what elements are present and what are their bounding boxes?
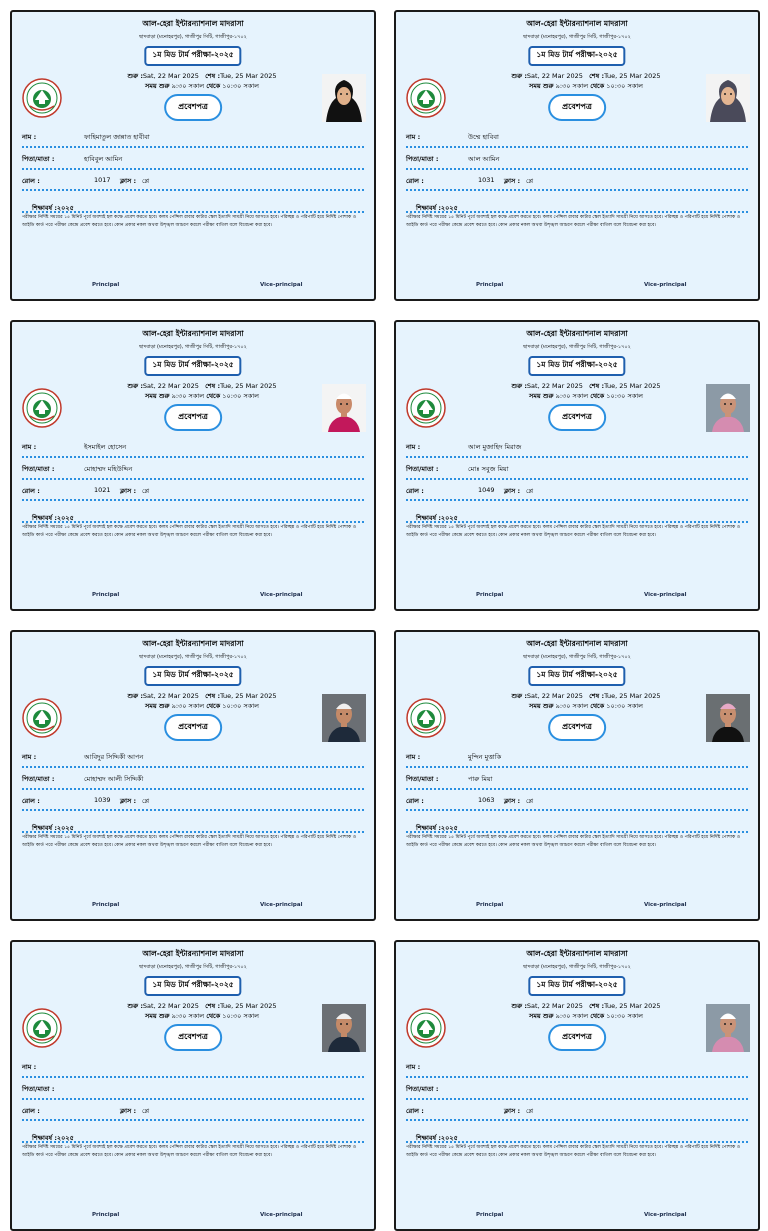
exam-dates [496, 71, 676, 91]
year-label: শিক্ষাবর্ষ : [416, 1134, 441, 1142]
start-label: শুরু : [127, 382, 143, 390]
time-label: সময় শুরু [144, 702, 170, 710]
roll-number: 1039 [94, 796, 111, 804]
guardian-name: মোহাম্মদ আলী সিদ্দিকী [84, 775, 144, 783]
admit-card [10, 940, 376, 1231]
name-label: নাম : [406, 753, 421, 761]
admit-card [394, 320, 760, 611]
start-date: Sat, 22 Mar 2025 [142, 692, 199, 700]
admit-card-badge: প্রবেশপত্র [164, 94, 222, 121]
exam-title: ১ম মিড টার্ম পরীক্ষা-২০২৫ [144, 356, 241, 376]
student-name: আল মুজাহিদ মিরাজ [468, 443, 522, 451]
roll-label: রোল : [406, 1107, 424, 1115]
institution-address: ছাদবাড়া (মনোহরপুর), গাজীপুর সিটি, গাজীপুর-১৭০২ [139, 34, 247, 40]
year-label: শিক্ষাবর্ষ : [32, 1134, 57, 1142]
year-value: ২০২৫ [440, 514, 458, 522]
divider [22, 211, 364, 213]
roll-label: রোল : [22, 797, 40, 805]
class-label: ক্লাস : [120, 177, 137, 185]
exam-dates [112, 1001, 292, 1021]
vice-principal-signature: Vice-principal [644, 592, 687, 598]
roll-number: 1017 [94, 176, 111, 184]
vice-principal-signature: Vice-principal [260, 902, 303, 908]
admit-card-badge: প্রবেশপত্র [548, 714, 606, 741]
year-value: ২০২৫ [440, 204, 458, 212]
student-photo-boy-pink-cap [706, 694, 750, 742]
divider [22, 521, 364, 523]
divider [22, 1098, 364, 1100]
end-date: Tue, 25 Mar 2025 [604, 1002, 661, 1010]
madrasa-logo-icon [406, 78, 446, 118]
class-label: ক্লাস : [504, 177, 521, 185]
student-name: ইসমাইল হোসেন [84, 443, 127, 451]
divider [406, 189, 748, 191]
vice-principal-signature: Vice-principal [644, 282, 687, 288]
divider [22, 1141, 364, 1143]
roll-label: রোল : [406, 797, 424, 805]
institution-name: আল-হেরা ইন্টারন্যাশনাল মাদরাসা [142, 329, 244, 338]
divider [22, 1119, 364, 1121]
start-date: Sat, 22 Mar 2025 [526, 1002, 583, 1010]
time-mid: থেকে [206, 392, 221, 400]
time-start: ৯:৩০ সকাল [555, 1012, 589, 1020]
year-label: শিক্ষাবর্ষ : [32, 514, 57, 522]
time-start: ৯:৩০ সকাল [171, 1012, 205, 1020]
divider [406, 1119, 748, 1121]
guardian-label: পিতা/মাতা : [22, 155, 55, 163]
institution-name: আল-হেরা ইন্টারন্যাশনাল মাদরাসা [526, 639, 628, 648]
vice-principal-signature: Vice-principal [260, 1212, 303, 1218]
end-label: শেষ : [205, 382, 221, 390]
guardian-name: আল আমিন [468, 155, 500, 163]
madrasa-logo-icon [22, 388, 62, 428]
end-label: শেষ : [589, 382, 605, 390]
madrasa-logo-icon [22, 698, 62, 738]
time-start: ৯:৩০ সকাল [555, 392, 589, 400]
principal-signature: Principal [92, 592, 120, 598]
time-start: ৯:৩০ সকাল [555, 702, 589, 710]
exam-title: ১ম মিড টার্ম পরীক্ষা-২০২৫ [144, 976, 241, 996]
student-name: ফাহিমাতুল জান্নাত হাবীবা [84, 133, 150, 141]
exam-dates [496, 381, 676, 401]
divider [406, 521, 748, 523]
student-name: আবিদুর সিদ্দিকী আপন [84, 753, 144, 761]
time-end: ১০:৩০ সকাল [222, 1012, 260, 1020]
start-label: শুরু : [127, 72, 143, 80]
end-label: শেষ : [205, 72, 221, 80]
year-label: শিক্ষাবর্ষ : [416, 514, 441, 522]
time-end: ১০:৩০ সকাল [606, 82, 644, 90]
name-label: নাম : [406, 1063, 421, 1071]
start-label: শুরু : [127, 692, 143, 700]
divider [22, 766, 364, 768]
divider [22, 146, 364, 148]
class-value: প্লে [526, 1107, 534, 1115]
roll-number: 1031 [478, 176, 495, 184]
end-label: শেষ : [589, 692, 605, 700]
start-label: শুরু : [127, 1002, 143, 1010]
year-value: ২০২৫ [440, 824, 458, 832]
institution-address: ছাদবাড়া (মনোহরপুর), গাজীপুর সিটি, গাজীপুর-১৭০২ [523, 34, 631, 40]
institution-address: ছাদবাড়া (মনোহরপুর), গাজীপুর সিটি, গাজীপুর-১৭০২ [523, 654, 631, 660]
divider [406, 766, 748, 768]
end-date: Tue, 25 Mar 2025 [220, 1002, 277, 1010]
name-label: নাম : [22, 133, 37, 141]
time-start: ৯:৩০ সকাল [555, 82, 589, 90]
roll-label: রোল : [22, 1107, 40, 1115]
year-value: ২০২৫ [440, 1134, 458, 1142]
vice-principal-signature: Vice-principal [260, 592, 303, 598]
divider [406, 211, 748, 213]
admit-card [10, 630, 376, 921]
divider [22, 456, 364, 458]
start-label: শুরু : [511, 382, 527, 390]
class-label: ক্লাস : [504, 1107, 521, 1115]
time-end: ১০:৩০ সকাল [222, 82, 260, 90]
exam-dates [112, 381, 292, 401]
exam-dates [496, 691, 676, 711]
start-date: Sat, 22 Mar 2025 [142, 72, 199, 80]
institution-name: আল-হেরা ইন্টারন্যাশনাল মাদরাসা [142, 19, 244, 28]
student-photo-girl-hijab-black [322, 74, 366, 122]
roll-label: রোল : [22, 177, 40, 185]
start-label: শুরু : [511, 72, 527, 80]
institution-address: ছাদবাড়া (মনোহরপুর), গাজীপুর সিটি, গাজীপুর-১৭০২ [139, 344, 247, 350]
class-value: প্লে [526, 177, 534, 185]
end-date: Tue, 25 Mar 2025 [220, 692, 277, 700]
year-value: ২০২৫ [56, 204, 74, 212]
exam-notice: পরীক্ষার নির্দিষ্ট সময়ের ১৫ মিনিট পূর্বে অবশ্যই হল কক্ষে প্রবেশ করতে হবে। কলম পেন্সিল রাবার কাটার স্কেল ইত্যাদি সামগ্রী নিয়ে আসতে হবে। পরিচ্ছন্ন ও পরিপাটি হয়ে নির্দিষ্ট পোশাক ও আইডি কার্ড পরে পরীক্ষা কেন্দ্রে প্রবেশ করতে হবে। কোন প্রকার নকল অথবা উশৃঙ্খল আচরণ করলে পরীক্ষা বাতিল বলে বিবেচনা করা হবে। [22, 1145, 357, 1158]
guardian-name: মোঃ সবুজ মিয়া [468, 465, 509, 473]
divider [22, 788, 364, 790]
institution-name: আল-হেরা ইন্টারন্যাশনাল মাদরাসা [526, 329, 628, 338]
roll-label: রোল : [22, 487, 40, 495]
principal-signature: Principal [92, 282, 120, 288]
exam-dates [112, 691, 292, 711]
divider [406, 456, 748, 458]
end-date: Tue, 25 Mar 2025 [604, 72, 661, 80]
institution-name: আল-হেরা ইন্টারন্যাশনাল মাদরাসা [142, 639, 244, 648]
student-photo-boy-cap-dark [322, 694, 366, 742]
guardian-name: পারু মিয়া [468, 775, 493, 783]
time-mid: থেকে [590, 1012, 605, 1020]
start-label: শুরু : [511, 692, 527, 700]
end-date: Tue, 25 Mar 2025 [604, 382, 661, 390]
madrasa-logo-icon [406, 1008, 446, 1048]
end-date: Tue, 25 Mar 2025 [220, 72, 277, 80]
student-name: মুন্দিন মুত্তাকি [468, 753, 502, 761]
class-label: ক্লাস : [120, 487, 137, 495]
admit-card [394, 940, 760, 1231]
exam-notice: পরীক্ষার নির্দিষ্ট সময়ের ১৫ মিনিট পূর্বে অবশ্যই হল কক্ষে প্রবেশ করতে হবে। কলম পেন্সিল রাবার কাটার স্কেল ইত্যাদি সামগ্রী নিয়ে আসতে হবে। পরিচ্ছন্ন ও পরিপাটি হয়ে নির্দিষ্ট পোশাক ও আইডি কার্ড পরে পরীক্ষা কেন্দ্রে প্রবেশ করতে হবে। কোন প্রকার নকল অথবা উশৃঙ্খল আচরণ করলে পরীক্ষা বাতিল বলে বিবেচনা করা হবে। [406, 835, 741, 848]
exam-title: ১ম মিড টার্ম পরীক্ষা-২০২৫ [528, 46, 625, 66]
name-label: নাম : [22, 1063, 37, 1071]
guardian-name: হাবিবুল আমিন [84, 155, 123, 163]
year-value: ২০২৫ [56, 514, 74, 522]
divider [406, 499, 748, 501]
student-photo-boy-cap-pink [706, 1004, 750, 1052]
admit-card [394, 10, 760, 301]
institution-address: ছাদবাড়া (মনোহরপুর), গাজীপুর সিটি, গাজীপুর-১৭০২ [523, 344, 631, 350]
time-end: ১০:৩০ সকাল [222, 702, 260, 710]
year-label: শিক্ষাবর্ষ : [32, 824, 57, 832]
guardian-label: পিতা/মাতা : [22, 1085, 55, 1093]
name-label: নাম : [406, 443, 421, 451]
end-date: Tue, 25 Mar 2025 [604, 692, 661, 700]
divider [406, 146, 748, 148]
start-label: শুরু : [511, 1002, 527, 1010]
exam-title: ১ম মিড টার্ম পরীক্ষা-২০২৫ [528, 356, 625, 376]
class-value: প্লে [142, 177, 150, 185]
time-label: সময় শুরু [528, 1012, 554, 1020]
class-value: প্লে [142, 487, 150, 495]
exam-notice: পরীক্ষার নির্দিষ্ট সময়ের ১৫ মিনিট পূর্বে অবশ্যই হল কক্ষে প্রবেশ করতে হবে। কলম পেন্সিল রাবার কাটার স্কেল ইত্যাদি সামগ্রী নিয়ে আসতে হবে। পরিচ্ছন্ন ও পরিপাটি হয়ে নির্দিষ্ট পোশাক ও আইডি কার্ড পরে পরীক্ষা কেন্দ্রে প্রবেশ করতে হবে। কোন প্রকার নকল অথবা উশৃঙ্খল আচরণ করলে পরীক্ষা বাতিল বলে বিবেচনা করা হবে। [406, 215, 741, 228]
class-value: প্লে [526, 487, 534, 495]
guardian-label: পিতা/মাতা : [22, 775, 55, 783]
time-start: ৯:৩০ সকাল [171, 702, 205, 710]
time-mid: থেকে [206, 702, 221, 710]
time-end: ১০:৩০ সকাল [606, 392, 644, 400]
divider [406, 1076, 748, 1078]
exam-title: ১ম মিড টার্ম পরীক্ষা-২০২৫ [528, 976, 625, 996]
roll-number: 1063 [478, 796, 495, 804]
divider [406, 1141, 748, 1143]
time-end: ১০:৩০ সকাল [606, 1012, 644, 1020]
time-label: সময় শুরু [144, 392, 170, 400]
start-date: Sat, 22 Mar 2025 [526, 382, 583, 390]
institution-name: আল-হেরা ইন্টারন্যাশনাল মাদরাসা [526, 19, 628, 28]
divider [22, 478, 364, 480]
guardian-label: পিতা/মাতা : [406, 1085, 439, 1093]
time-start: ৯:৩০ সকাল [171, 392, 205, 400]
institution-address: ছাদবাড়া (মনোহরপুর), গাজীপুর সিটি, গাজীপুর-১৭০২ [139, 964, 247, 970]
name-label: নাম : [22, 443, 37, 451]
divider [406, 1098, 748, 1100]
roll-label: রোল : [406, 177, 424, 185]
time-label: সময় শুরু [144, 1012, 170, 1020]
year-label: শিক্ষাবর্ষ : [416, 824, 441, 832]
start-date: Sat, 22 Mar 2025 [142, 1002, 199, 1010]
time-mid: থেকে [206, 82, 221, 90]
roll-label: রোল : [406, 487, 424, 495]
guardian-label: পিতা/মাতা : [406, 155, 439, 163]
student-photo-boy-cap-pink [706, 384, 750, 432]
class-value: প্লে [142, 797, 150, 805]
principal-signature: Principal [476, 1212, 504, 1218]
institution-name: আল-হেরা ইন্টারন্যাশনাল মাদরাসা [142, 949, 244, 958]
time-mid: থেকে [590, 702, 605, 710]
admit-card-badge: প্রবেশপত্র [548, 404, 606, 431]
vice-principal-signature: Vice-principal [644, 902, 687, 908]
time-label: সময় শুরু [528, 702, 554, 710]
divider [22, 809, 364, 811]
end-date: Tue, 25 Mar 2025 [220, 382, 277, 390]
divider [22, 499, 364, 501]
time-mid: থেকে [590, 392, 605, 400]
class-label: ক্লাস : [120, 1107, 137, 1115]
divider [406, 831, 748, 833]
name-label: নাম : [406, 133, 421, 141]
divider [406, 168, 748, 170]
divider [22, 189, 364, 191]
class-label: ক্লাস : [504, 797, 521, 805]
admit-card [10, 10, 376, 301]
year-label: শিক্ষাবর্ষ : [32, 204, 57, 212]
exam-notice: পরীক্ষার নির্দিষ্ট সময়ের ১৫ মিনিট পূর্বে অবশ্যই হল কক্ষে প্রবেশ করতে হবে। কলম পেন্সিল রাবার কাটার স্কেল ইত্যাদি সামগ্রী নিয়ে আসতে হবে। পরিচ্ছন্ন ও পরিপাটি হয়ে নির্দিষ্ট পোশাক ও আইডি কার্ড পরে পরীক্ষা কেন্দ্রে প্রবেশ করতে হবে। কোন প্রকার নকল অথবা উশৃঙ্খল আচরণ করলে পরীক্ষা বাতিল বলে বিবেচনা করা হবে। [22, 215, 357, 228]
guardian-label: পিতা/মাতা : [406, 775, 439, 783]
time-start: ৯:৩০ সকাল [171, 82, 205, 90]
exam-notice: পরীক্ষার নির্দিষ্ট সময়ের ১৫ মিনিট পূর্বে অবশ্যই হল কক্ষে প্রবেশ করতে হবে। কলম পেন্সিল রাবার কাটার স্কেল ইত্যাদি সামগ্রী নিয়ে আসতে হবে। পরিচ্ছন্ন ও পরিপাটি হয়ে নির্দিষ্ট পোশাক ও আইডি কার্ড পরে পরীক্ষা কেন্দ্রে প্রবেশ করতে হবে। কোন প্রকার নকল অথবা উশৃঙ্খল আচরণ করলে পরীক্ষা বাতিল বলে বিবেচনা করা হবে। [22, 525, 357, 538]
student-photo-boy-cap-dark [322, 1004, 366, 1052]
start-date: Sat, 22 Mar 2025 [526, 72, 583, 80]
admit-card-badge: প্রবেশপত্র [164, 714, 222, 741]
roll-number: 1021 [94, 486, 111, 494]
principal-signature: Principal [92, 902, 120, 908]
exam-dates [496, 1001, 676, 1021]
end-label: শেষ : [589, 1002, 605, 1010]
guardian-label: পিতা/মাতা : [406, 465, 439, 473]
student-photo-boy-pink-kurta [322, 384, 366, 432]
admit-card-badge: প্রবেশপত্র [164, 404, 222, 431]
time-label: সময় শুরু [528, 82, 554, 90]
vice-principal-signature: Vice-principal [260, 282, 303, 288]
divider [406, 478, 748, 480]
student-photo-girl-hijab-patterned [706, 74, 750, 122]
institution-name: আল-হেরা ইন্টারন্যাশনাল মাদরাসা [526, 949, 628, 958]
exam-notice: পরীক্ষার নির্দিষ্ট সময়ের ১৫ মিনিট পূর্বে অবশ্যই হল কক্ষে প্রবেশ করতে হবে। কলম পেন্সিল রাবার কাটার স্কেল ইত্যাদি সামগ্রী নিয়ে আসতে হবে। পরিচ্ছন্ন ও পরিপাটি হয়ে নির্দিষ্ট পোশাক ও আইডি কার্ড পরে পরীক্ষা কেন্দ্রে প্রবেশ করতে হবে। কোন প্রকার নকল অথবা উশৃঙ্খল আচরণ করলে পরীক্ষা বাতিল বলে বিবেচনা করা হবে। [406, 1145, 741, 1158]
divider [22, 1076, 364, 1078]
admit-card-badge: প্রবেশপত্র [164, 1024, 222, 1051]
student-name: উম্মে হাবিবা [468, 133, 499, 141]
start-date: Sat, 22 Mar 2025 [526, 692, 583, 700]
year-value: ২০২৫ [56, 824, 74, 832]
guardian-label: পিতা/মাতা : [22, 465, 55, 473]
guardian-name: মোহাম্মদ মহিউদ্দিন [84, 465, 133, 473]
exam-dates [112, 71, 292, 91]
time-mid: থেকে [590, 82, 605, 90]
principal-signature: Principal [476, 282, 504, 288]
exam-notice: পরীক্ষার নির্দিষ্ট সময়ের ১৫ মিনিট পূর্বে অবশ্যই হল কক্ষে প্রবেশ করতে হবে। কলম পেন্সিল রাবার কাটার স্কেল ইত্যাদি সামগ্রী নিয়ে আসতে হবে। পরিচ্ছন্ন ও পরিপাটি হয়ে নির্দিষ্ট পোশাক ও আইডি কার্ড পরে পরীক্ষা কেন্দ্রে প্রবেশ করতে হবে। কোন প্রকার নকল অথবা উশৃঙ্খল আচরণ করলে পরীক্ষা বাতিল বলে বিবেচনা করা হবে। [22, 835, 357, 848]
class-label: ক্লাস : [120, 797, 137, 805]
time-label: সময় শুরু [144, 82, 170, 90]
divider [406, 809, 748, 811]
time-end: ১০:৩০ সকাল [222, 392, 260, 400]
roll-number: 1049 [478, 486, 495, 494]
divider [406, 788, 748, 790]
divider [22, 168, 364, 170]
end-label: শেষ : [205, 1002, 221, 1010]
principal-signature: Principal [92, 1212, 120, 1218]
exam-title: ১ম মিড টার্ম পরীক্ষা-২০২৫ [528, 666, 625, 686]
class-label: ক্লাস : [504, 487, 521, 495]
end-label: শেষ : [589, 72, 605, 80]
admit-card-badge: প্রবেশপত্র [548, 1024, 606, 1051]
madrasa-logo-icon [22, 78, 62, 118]
time-mid: থেকে [206, 1012, 221, 1020]
admit-card [10, 320, 376, 611]
institution-address: ছাদবাড়া (মনোহরপুর), গাজীপুর সিটি, গাজীপুর-১৭০২ [139, 654, 247, 660]
year-label: শিক্ষাবর্ষ : [416, 204, 441, 212]
admit-card [394, 630, 760, 921]
start-date: Sat, 22 Mar 2025 [142, 382, 199, 390]
divider [22, 831, 364, 833]
class-value: প্লে [526, 797, 534, 805]
exam-notice: পরীক্ষার নির্দিষ্ট সময়ের ১৫ মিনিট পূর্বে অবশ্যই হল কক্ষে প্রবেশ করতে হবে। কলম পেন্সিল রাবার কাটার স্কেল ইত্যাদি সামগ্রী নিয়ে আসতে হবে। পরিচ্ছন্ন ও পরিপাটি হয়ে নির্দিষ্ট পোশাক ও আইডি কার্ড পরে পরীক্ষা কেন্দ্রে প্রবেশ করতে হবে। কোন প্রকার নকল অথবা উশৃঙ্খল আচরণ করলে পরীক্ষা বাতিল বলে বিবেচনা করা হবে। [406, 525, 741, 538]
year-value: ২০২৫ [56, 1134, 74, 1142]
class-value: প্লে [142, 1107, 150, 1115]
madrasa-logo-icon [22, 1008, 62, 1048]
time-label: সময় শুরু [528, 392, 554, 400]
time-end: ১০:৩০ সকাল [606, 702, 644, 710]
vice-principal-signature: Vice-principal [644, 1212, 687, 1218]
madrasa-logo-icon [406, 698, 446, 738]
exam-title: ১ম মিড টার্ম পরীক্ষা-২০২৫ [144, 666, 241, 686]
principal-signature: Principal [476, 592, 504, 598]
admit-card-badge: প্রবেশপত্র [548, 94, 606, 121]
name-label: নাম : [22, 753, 37, 761]
exam-title: ১ম মিড টার্ম পরীক্ষা-২০২৫ [144, 46, 241, 66]
madrasa-logo-icon [406, 388, 446, 428]
end-label: শেষ : [205, 692, 221, 700]
principal-signature: Principal [476, 902, 504, 908]
institution-address: ছাদবাড়া (মনোহরপুর), গাজীপুর সিটি, গাজীপুর-১৭০২ [523, 964, 631, 970]
